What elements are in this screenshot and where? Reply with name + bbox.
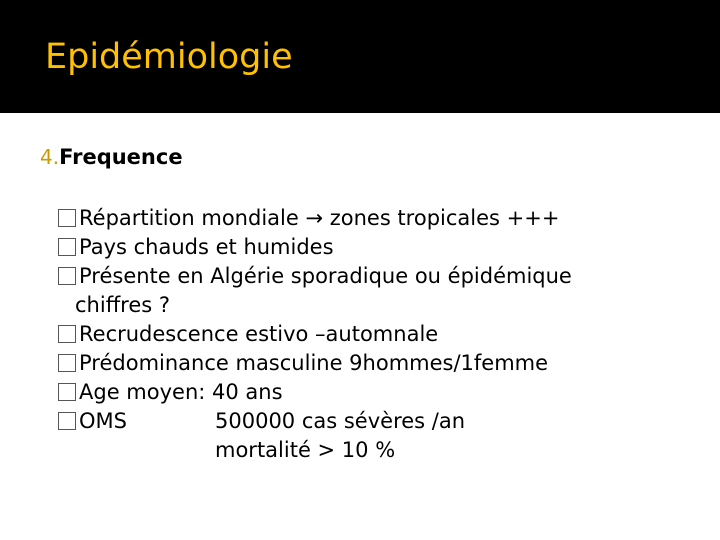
oms-mortality: mortalité > 10 % xyxy=(215,438,396,462)
bullet-text: Répartition mondiale → zones tropicales +++ xyxy=(79,206,560,230)
oms-label: OMS xyxy=(79,409,127,433)
bullet-text: Présente en Algérie sporadique ou épidémique xyxy=(79,264,572,288)
bullet-text: Prédominance masculine 9hommes/1femme xyxy=(79,351,549,375)
missing-glyph-box-icon xyxy=(58,238,76,256)
oms-item xyxy=(58,407,698,436)
section-number: 4. xyxy=(40,145,60,169)
list-item xyxy=(58,349,698,378)
missing-glyph-box-icon xyxy=(58,209,76,227)
bullet-text: Age moyen: 40 ans xyxy=(79,380,283,404)
list-item xyxy=(58,378,698,407)
list-item xyxy=(58,233,698,262)
missing-glyph-box-icon xyxy=(58,267,76,285)
bullet-continuation: chiffres ? xyxy=(75,293,171,317)
missing-glyph-box-icon xyxy=(58,325,76,343)
slide-title: Epidémiologie xyxy=(45,37,293,77)
section-heading xyxy=(40,145,183,169)
bullet-text: Pays chauds et humides xyxy=(79,235,334,259)
section-title: Frequence xyxy=(59,145,183,169)
missing-glyph-box-icon xyxy=(58,412,76,430)
list-item xyxy=(58,204,698,233)
oms-value: 500000 cas sévères /an xyxy=(215,409,466,433)
missing-glyph-box-icon xyxy=(58,383,76,401)
list-item xyxy=(58,320,698,349)
bullet-text: Recrudescence estivo –automnale xyxy=(79,322,439,346)
list-item xyxy=(58,262,698,291)
title-band xyxy=(0,0,720,113)
missing-glyph-box-icon xyxy=(58,354,76,372)
bullet-list xyxy=(58,204,698,465)
